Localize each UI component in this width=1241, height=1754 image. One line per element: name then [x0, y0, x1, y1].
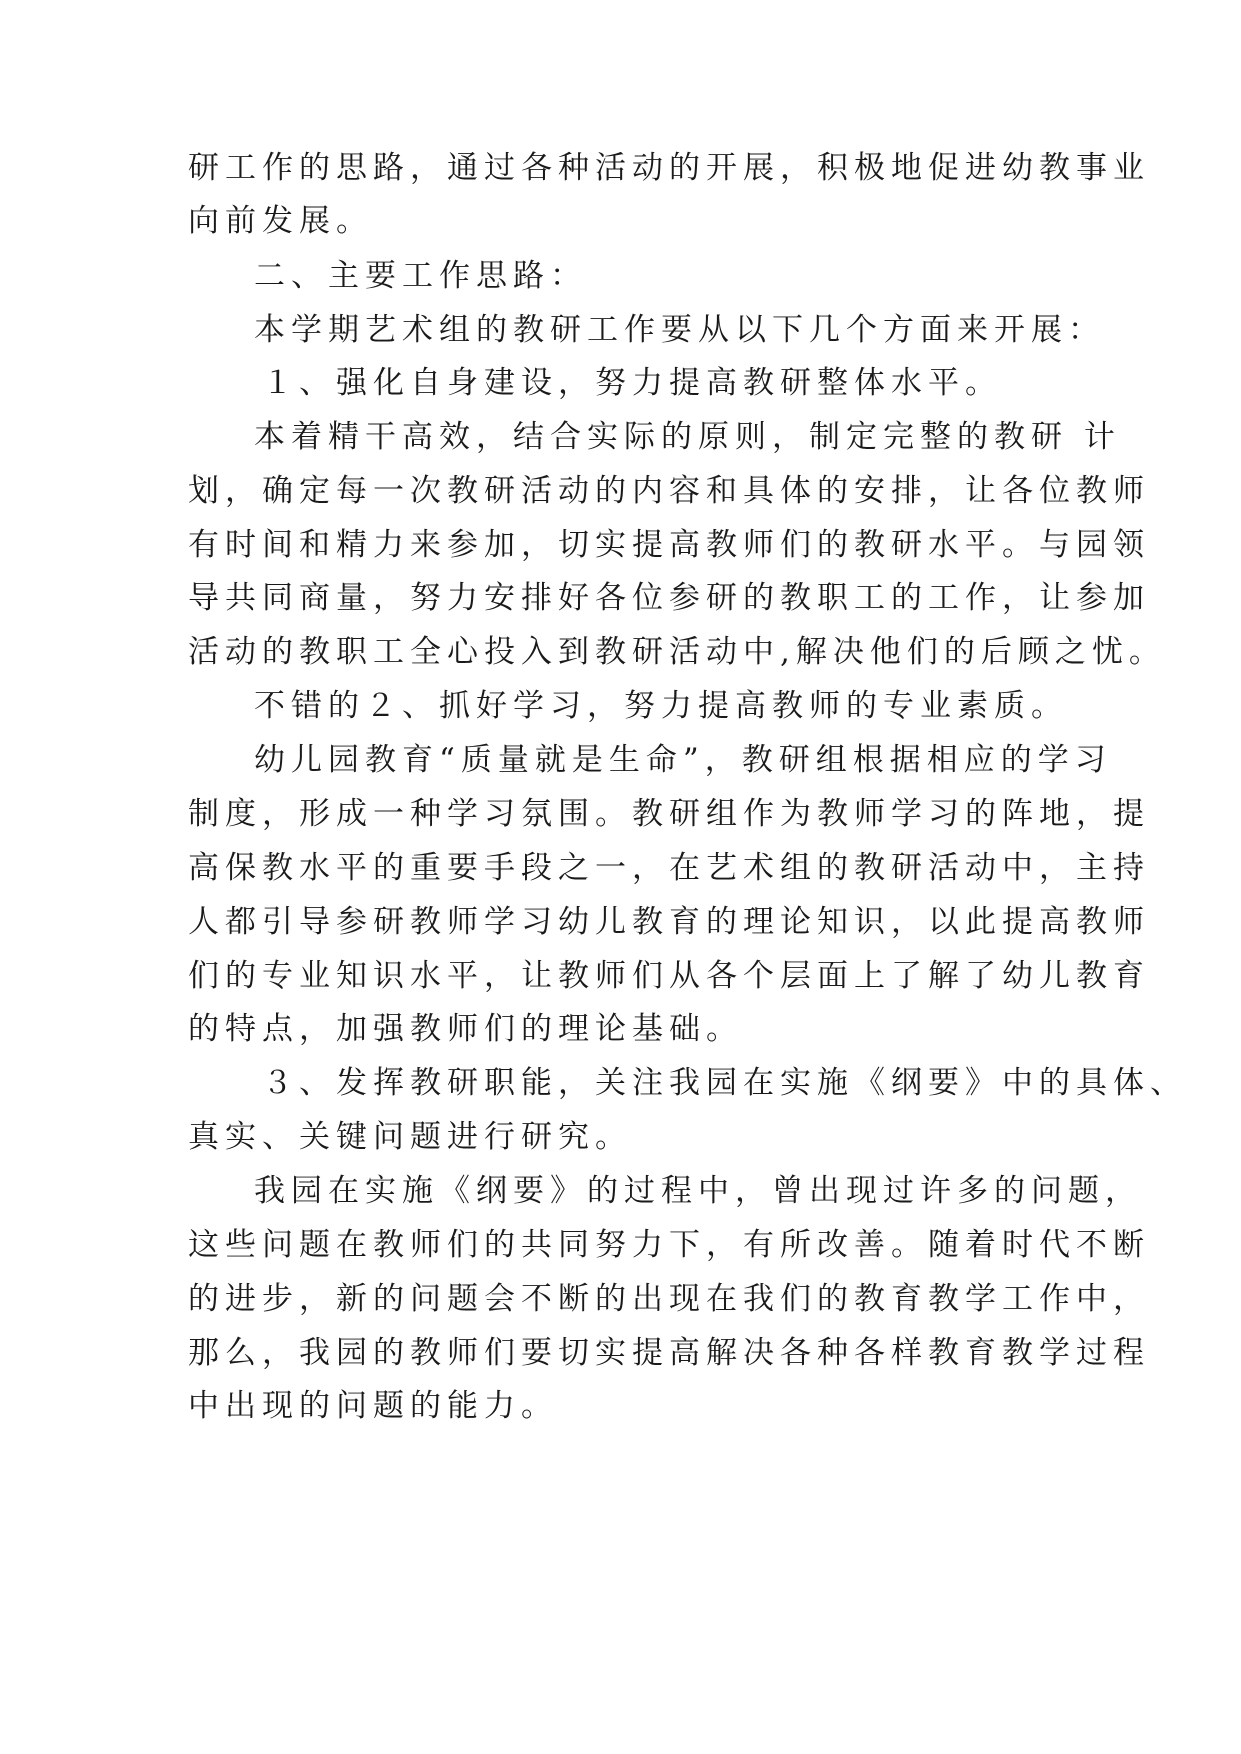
body-text-line: 们的专业知识水平，让教师们从各个层面上了解了幼儿教育 [188, 958, 1150, 994]
section-heading: 二、主要工作思路： [254, 258, 587, 294]
body-text-line: 中出现的问题的能力。 [188, 1388, 558, 1424]
body-text-line: 本学期艺术组的教研工作要从以下几个方面来开展： [254, 312, 1105, 348]
subsection-heading: ３、发挥教研职能，关注我园在实施《纲要》中的具体、 [262, 1065, 1187, 1101]
subsection-heading: 不错的２、抓好学习，努力提高教师的专业素质。 [254, 688, 1068, 724]
body-text-line: 我园在实施《纲要》的过程中，曾出现过许多的问题， [254, 1173, 1142, 1209]
subsection-heading: １、强化自身建设，努力提高教研整体水平。 [262, 365, 1002, 401]
body-text-line: 的特点，加强教师们的理论基础。 [188, 1011, 743, 1047]
body-text-line: 研工作的思路，通过各种活动的开展，积极地促进幼教事业 [188, 150, 1150, 186]
body-text-line: 向前发展。 [188, 203, 373, 239]
body-text-line: 活动的教职工全心投入到教研活动中,解决他们的后顾之忧。 [188, 634, 1166, 670]
body-text-line: 这些问题在教师们的共同努力下，有所改善。随着时代不断 [188, 1227, 1150, 1263]
body-text-line: 划，确定每一次教研活动的内容和具体的安排，让各位教师 [188, 473, 1150, 509]
body-text-line: 那么，我园的教师们要切实提高解决各种各样教育教学过程 [188, 1335, 1150, 1371]
body-text-line: 高保教水平的重要手段之一，在艺术组的教研活动中，主持 [188, 850, 1150, 886]
body-text-line: 制度，形成一种学习氛围。教研组作为教师学习的阵地，提 [188, 796, 1150, 832]
body-text-line: 本着精干高效，结合实际的原则，制定完整的教研 计 [254, 419, 1121, 455]
body-text-line: 人都引导参研教师学习幼儿教育的理论知识，以此提高教师 [188, 904, 1150, 940]
body-text-line: 有时间和精力来参加，切实提高教师们的教研水平。与园领 [188, 527, 1150, 563]
body-text-line: 的进步，新的问题会不断的出现在我们的教育教学工作中， [188, 1281, 1150, 1317]
body-text-line: 幼儿园教育“质量就是生命”，教研组根据相应的学习 [254, 742, 1112, 778]
body-text-line: 导共同商量，努力安排好各位参研的教职工的工作，让参加 [188, 580, 1150, 616]
body-text-line: 真实、关键问题进行研究。 [188, 1119, 632, 1155]
